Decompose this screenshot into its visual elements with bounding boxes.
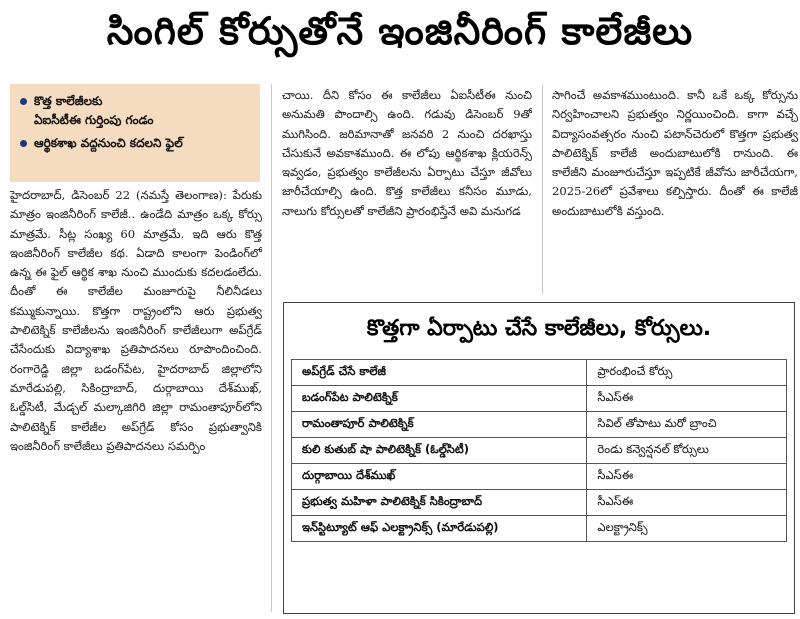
table-cell-college: ఇన్‌స్టిట్యూట్ ఆఫ్ ఎలక్ట్రానిక్స్ (మారేడుపల్లి)	[292, 516, 587, 542]
article-column-3: సాగించే అవకాశముంటుంది. కానీ ఒకే ఒక్క కోర్సును నిర్వహించాలని ప్రభుత్వం నిర్ణయించింది. కాగా వచ్చే విద్యాసంవత్సరం నుంచి పటాన్‌చెరులో కొత్తగా ప్రభుత్వ పాలిటెక్నిక్ కాలేజీ అందుబాటులోకి రానుంది. ఈ కాలేజీని మంజూరుచేస్తూ ఇప్పటికే జీవోను జారీచేయగా, 2025-26లో ప్రవేశాలు కల్పిస్తారు. దీంతో ఈ కాలేజీ అందుబాటులోకి వస్తుంది.	[552, 88, 798, 218]
column-divider	[271, 84, 272, 612]
table-cell-college: కులి కుతుబ్ షా పాలిటెక్నిక్ (ఓల్డ్‌సిటీ)	[292, 438, 587, 464]
table-cell-course: సీఎస్ఈ	[587, 464, 787, 490]
colleges-table-box	[283, 302, 795, 614]
table-cell-course: సీఎస్ఈ	[587, 386, 787, 412]
colleges-table	[291, 359, 787, 542]
table-header-row	[292, 360, 787, 386]
article-column-2: చాయి. దీని కోసం ఈ కాలేజీలు ఏఐసీటీఈ నుంచి అనుమతి పొందాల్సి ఉంది. గడువు డిసెంబర్ 9తో ముగిసింది. జరిమానాతో జనవరి 2 నుంచి దరఖాస్తు చేసుకునే అవకాశముంది. ఈ లోపు ఆర్థికశాఖ క్లియరెన్స్ ఇవ్వడం, ప్రభుత్వం కాలేజీలను ఏర్పాటు చేస్తూ జీవోలు జారీచేయాల్సి ఉంది. కొత్త కాలేజీలు కనీసం మూడు, నాలుగు కోర్సులతో కాలేజీని ప్రారంభిస్తేనే అవి మనుగడ	[282, 88, 532, 218]
table-cell-course: సివిల్ తోపాటు మరో బ్రాంచి	[587, 412, 787, 438]
article-column-1: హైదరాబాద్, డిసెంబర్ 22 (నమస్తే తెలంగాణ): పేరుకు మాత్రం ఇంజినీరింగ్ కాలేజీ.. ఉండేది మాత్రం ఒక్క కోర్సు మాత్రమే. సీట్ల సంఖ్య 60 మాత్రమే. ఇది ఆరు కొత్త ఇంజినీరింగ్ కాలేజీల కథ. ఏడాది కాలంగా పెండింగ్‌లో ఉన్న ఈ ఫైల్ ఆర్థిక శాఖ నుంచి ముందుకు కదలడంలేదు. దీంతో ఈ కాలేజీల మంజూరుపై నీలినీడలు కమ్ముకున్నాయి. కొత్తగా రాష్ట్రంలోని ఆరు ప్రభుత్వ పాలిటెక్నిక్ కాలేజీలను ఇంజినీరింగ్ కాలేజీలుగా అప్‌గ్రేడ్ చేసేందుకు విద్యాశాఖ ప్రతిపాదనలు రూపొందించింది. రంగారెడ్డి జిల్లా బడంగ్‌పేట, హైదరాబాద్ జిల్లాలోని మారేడుపల్లి, సికింద్రాబాద్, దుర్గాబాయి దేశ్‌ముఖ్, ఓల్డ్‌సిటీ, మేడ్చల్ మల్కాజిగిరి జిల్లా రామంతాపూర్‌లోని పాలిటెక్నిక్ కాలేజీల అప్‌గ్రేడ్ కోసం ప్రభుత్వానికి ఇంజినీరింగ్ కాలేజీలు ప్రతిపాదనలు సమర్పిం	[10, 188, 262, 453]
highlight-text: కొత్త కాలేజీలకు ఏఐసీటీఈ గుర్తింపు గండం	[34, 94, 154, 127]
table-cell-course: రెండు కన్వెన్షనల్ కోర్సులు	[587, 438, 787, 464]
table-title: కొత్తగా ఏర్పాటు చేసే కాలేజీలు, కోర్సులు.	[366, 316, 712, 341]
highlight-text: ఆర్థికశాఖ వద్దనుంచి కదలని ఫైల్	[34, 136, 183, 150]
table-row	[292, 464, 787, 490]
table-row	[292, 386, 787, 412]
table-row	[292, 438, 787, 464]
table-cell-college: రామంతాపూర్ పాలిటెక్నిక్	[292, 412, 587, 438]
highlight-item	[20, 134, 254, 153]
table-header-college: అప్‌గ్రేడ్ చేసే కాలేజీ	[292, 360, 587, 386]
table-cell-college: ప్రభుత్వ మహిళా పాలిటెక్నిక్ సికింద్రాబాద్	[292, 490, 587, 516]
bullet-icon	[20, 98, 27, 105]
highlight-item	[20, 92, 254, 130]
table-row	[292, 490, 787, 516]
headline: సింగిల్ కోర్సుతోనే ఇంజినీరింగ్ కాలేజీలు	[106, 9, 694, 53]
table-cell-college: దుర్గాబాయి దేశ్‌ముఖ్	[292, 464, 587, 490]
bullet-icon	[20, 140, 27, 147]
highlights-box	[10, 84, 260, 182]
table-row	[292, 412, 787, 438]
table-row	[292, 516, 787, 542]
table-header-course: ప్రారంభించే కోర్సు	[587, 360, 787, 386]
table-cell-course: సీఎస్ఈ	[587, 490, 787, 516]
column-divider	[542, 84, 543, 294]
table-cell-course: ఎలక్ట్రానిక్స్	[587, 516, 787, 542]
table-cell-college: బడంగ్‌పేట పాలిటెక్నిక్	[292, 386, 587, 412]
